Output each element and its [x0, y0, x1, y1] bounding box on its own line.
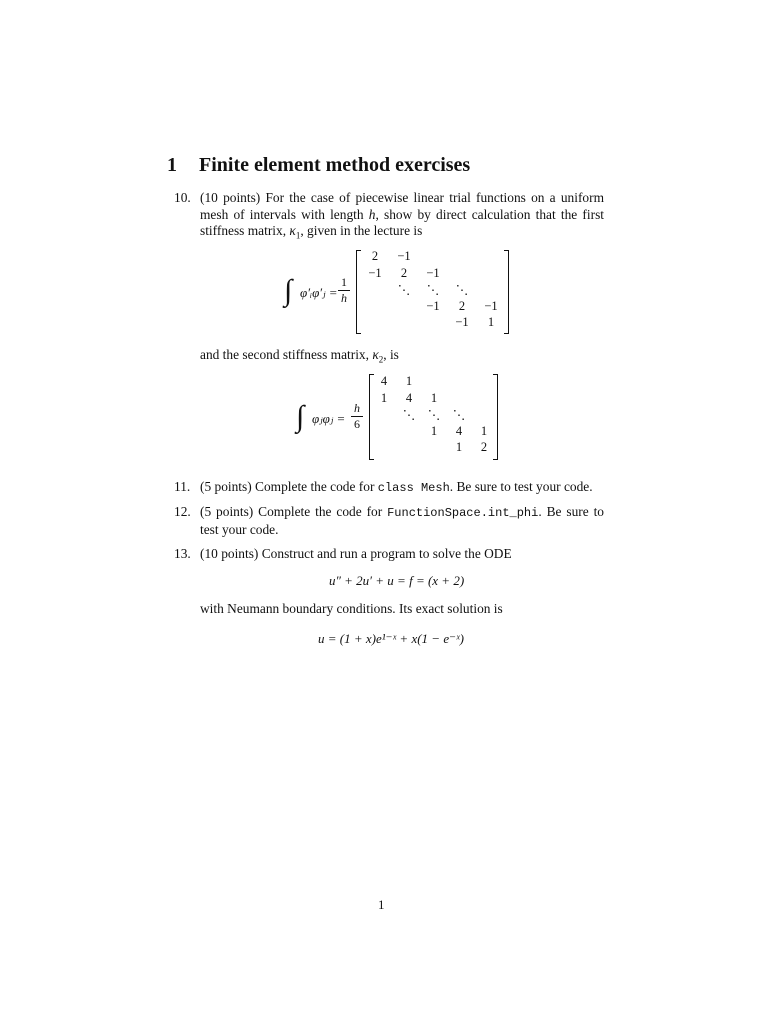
problem-text	[200, 504, 604, 538]
problem-text	[200, 190, 604, 244]
ode-equation: u″ + 2u′ + u = f = (x + 2)	[329, 573, 465, 588]
text-run: . Be sure to test your code.	[200, 504, 604, 537]
matrix-cell: −1	[455, 315, 469, 329]
matrix-cell: 1	[380, 390, 388, 405]
text-run: with Neumann boundary conditions. Its exact solution is	[200, 601, 503, 616]
matrix-cell: −1	[426, 298, 440, 313]
integral-sign: ∫	[296, 400, 305, 433]
text-run: (5 points) Complete the code for	[200, 504, 388, 519]
matrix-cell: ⋱	[427, 408, 441, 422]
problem-text	[200, 546, 604, 563]
kappa-symbol: κ	[372, 347, 379, 362]
text-run: and the second stiffness matrix,	[200, 347, 373, 362]
matrix-cell: 4	[380, 374, 388, 388]
matrix-cell: −1	[368, 265, 382, 280]
matrix-cell: ⋱	[452, 408, 466, 422]
matrix-cell: 1	[430, 390, 438, 405]
section-title: Finite element method exercises	[199, 154, 471, 176]
matrix-cell: 2	[458, 298, 466, 313]
matrix-cell: 2	[371, 249, 379, 263]
matrix-cell: 4	[405, 390, 413, 405]
matrix-cell: 2	[480, 440, 488, 454]
problem-13-continued	[174, 601, 604, 618]
text-run: , show by direct calculation that the first stiffness matrix,	[200, 206, 604, 238]
kappa-subscript: 2	[378, 354, 384, 365]
fraction-denominator: 6	[354, 417, 360, 431]
problem-12	[174, 504, 604, 538]
code-int-phi: FunctionSpace.int_phi	[387, 506, 539, 520]
fraction-numerator: 1	[341, 275, 347, 289]
text-run: , is	[383, 347, 399, 362]
matrix-cell: −1	[484, 298, 498, 313]
matrix-cell: 1	[487, 315, 495, 329]
problem-11	[174, 479, 604, 497]
problem-label: 10.	[174, 190, 191, 205]
exact-solution-equation: u = (1 + x)e¹⁻ˣ + x(1 − e⁻ˣ)	[318, 631, 464, 646]
equation-lhs: φ′ᵢφ′ⱼ =	[300, 285, 338, 300]
text-run: , given in the lecture is	[300, 223, 423, 238]
fraction-denominator: h	[341, 291, 347, 305]
matrix-cell: −1	[397, 249, 411, 263]
problem-text	[200, 347, 604, 368]
matrix-cell: 1	[455, 440, 463, 454]
matrix-right-bracket	[504, 250, 509, 334]
matrix-cell: ⋱	[426, 283, 440, 297]
matrix-cell: −1	[426, 265, 440, 280]
matrix-cell: 1	[430, 423, 438, 438]
matrix-cell: ⋱	[455, 283, 469, 297]
matrix-cell: 1	[480, 423, 488, 438]
fraction-numerator: h	[354, 401, 360, 415]
problem-10-continued	[174, 347, 604, 368]
page-number: 1	[378, 897, 385, 912]
equation-lhs: φⱼφⱼ =	[312, 411, 346, 426]
problem-text	[200, 479, 604, 497]
matrix-left-bracket	[356, 250, 361, 334]
problem-label: 12.	[174, 504, 191, 519]
section-number: 1	[167, 154, 177, 176]
kappa-symbol: κ	[289, 223, 296, 238]
section-heading	[167, 154, 470, 177]
fraction	[338, 276, 350, 305]
problem-label: 11.	[174, 479, 191, 494]
kappa-subscript: 1	[295, 230, 301, 241]
matrix-cell: 4	[455, 423, 463, 438]
problem-13	[174, 546, 604, 563]
fraction	[351, 402, 363, 431]
problem-label: 13.	[174, 546, 191, 561]
matrix-cell: ⋱	[397, 283, 411, 297]
text-run: (10 points) For the case of piecewise linear trial functions on a uniform mesh of intervals with length	[200, 190, 604, 222]
integral-sign: ∫	[284, 274, 293, 307]
problem-10	[174, 190, 604, 244]
matrix-cell: 2	[400, 265, 408, 280]
matrix-cell: 1	[405, 374, 413, 388]
text-run: . Be sure to test your code.	[449, 479, 593, 494]
problem-text	[200, 601, 604, 618]
matrix-cell: ⋱	[402, 408, 416, 422]
code-class-mesh: class Mesh	[377, 481, 450, 495]
variable-h: h	[368, 206, 376, 222]
text-run: (5 points) Complete the code for	[200, 479, 378, 494]
text-run: (10 points) Construct and run a program to solve the ODE	[200, 546, 512, 561]
